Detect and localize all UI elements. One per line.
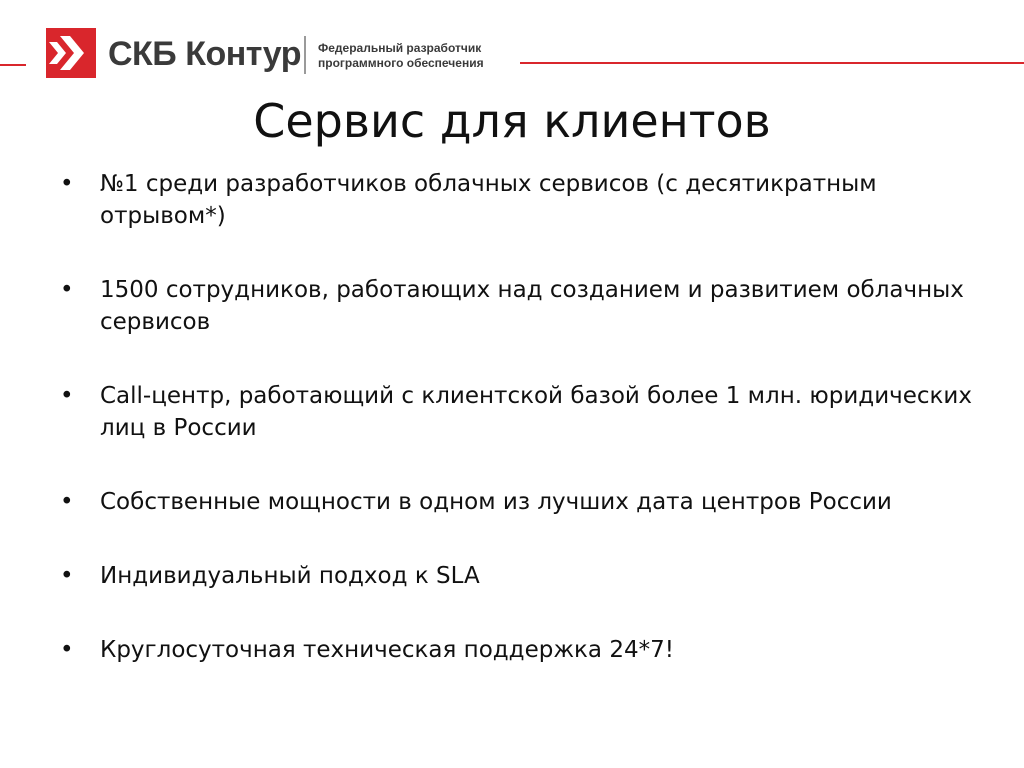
bullet-dot: • <box>60 171 74 197</box>
kontur-arrow-logo-icon <box>46 28 96 78</box>
header-rule-right <box>520 62 1024 64</box>
bullet-dot: • <box>60 637 74 663</box>
logo-divider <box>304 36 306 74</box>
bullet-text: Собственные мощности в одном из лучших дата центров России <box>100 489 892 515</box>
brand-tagline-line2: программного обеспечения <box>318 56 484 70</box>
bullet-item <box>56 634 1006 666</box>
bullet-text: №1 среди разработчиков облачных сервисов (с десятикратным отрывом*) <box>100 171 877 229</box>
bullet-text: 1500 сотрудников, работающих над созданием и развитием облачных сервисов <box>100 277 964 335</box>
bullet-dot: • <box>60 489 74 515</box>
bullet-item <box>56 380 1006 444</box>
page-title: Сервис для клиентов <box>253 94 771 148</box>
bullet-item <box>56 168 1006 232</box>
brand-tagline-line1: Федеральный разработчик <box>318 41 482 55</box>
bullet-item <box>56 486 1006 518</box>
brand-tagline <box>318 41 484 71</box>
header-rule-left <box>0 64 26 66</box>
bullet-list <box>56 168 1006 708</box>
bullet-text: Круглосуточная техническая поддержка 24*7! <box>100 637 674 663</box>
bullet-dot: • <box>60 383 74 409</box>
bullet-text: Call-центр, работающий с клиентской базой более 1 млн. юридических лиц в России <box>100 383 972 441</box>
bullet-item <box>56 560 1006 592</box>
brand-name: СКБ Контур <box>108 35 301 73</box>
bullet-dot: • <box>60 277 74 303</box>
bullet-dot: • <box>60 563 74 589</box>
bullet-text: Индивидуальный подход к SLA <box>100 563 480 589</box>
bullet-item <box>56 274 1006 338</box>
